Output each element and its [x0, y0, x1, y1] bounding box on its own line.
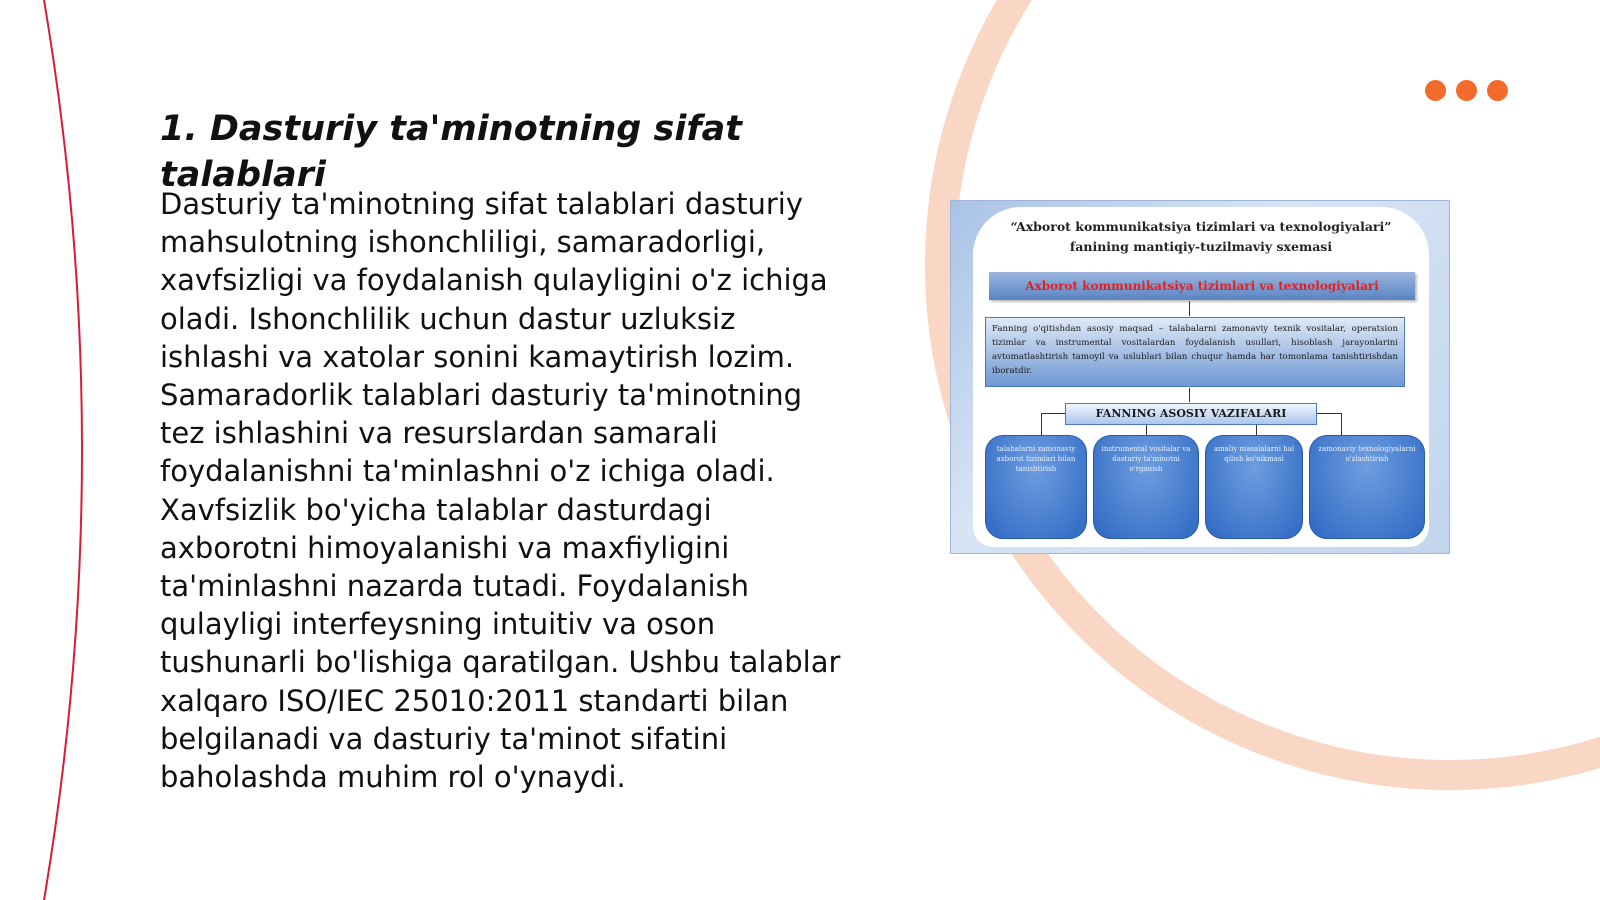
- diagram-task-box: zamonaviy texnologiyalarni o'zlashtirish: [1309, 435, 1425, 539]
- connector-line: [1041, 413, 1042, 435]
- dot-icon: [1456, 80, 1477, 101]
- connector-line: [1317, 413, 1341, 414]
- diagram-heading-line1: “Axborot kommunikatsiya tizimlari va texnologiyalari”: [1010, 219, 1392, 234]
- dots-decoration: [1425, 80, 1508, 101]
- diagram-image: [950, 200, 1450, 554]
- connector-line: [1189, 301, 1190, 316]
- diagram-task-box: talabalarni zamonaviy axborot tizimlari bilan tanishtirish: [985, 435, 1087, 539]
- diagram-banner: Axborot kommunikatsiya tizimlari va texnologiyalari: [989, 272, 1415, 300]
- diagram-heading-line2: fanining mantiqiy-tuzilmaviy sxemasi: [1069, 239, 1333, 254]
- diagram-goal-box: Fanning o'qitishdan asosiy maqsad – talabalarni zamonaviy texnik vositalar, operatsion tizimlar va instrumental vositalardan foydalanish usullari, hisoblash jarayonlarini avtomatlashtirish tamoyil va uslublari bilan chuqur hamda har tomonlama tanishtirishdan iboratdir.: [985, 317, 1405, 387]
- connector-line: [1146, 425, 1147, 435]
- diagram-heading: [981, 217, 1421, 257]
- dot-icon: [1425, 80, 1446, 101]
- slide-body-text: Dasturiy ta'minotning sifat talablari dasturiy mahsulotning ishonchliligi, samaradorligi, xavfsizligi va foydalanish qulayligini o'z ichiga oladi. Ishonchlilik uchun dastur uzluksiz ishlashi va xatolar sonini kamaytirish lozim. Samaradorlik talablari dasturiy ta'minotning tez ishlashini va resurslardan samarali foydalanishni ta'minlashni o'z ichiga oladi. Xavfsizlik bo'yicha talablar dasturdagi axborotni himoyalanishi va maxfiyligini ta'minlashni nazarda tutadi. Foydalanish qulayligi interfeysning intuitiv va oson tushunarli bo'lishiga qaratilgan. Ushbu talablar xalqaro ISO/IEC 25010:2011 standarti bilan belgilanadi va dasturiy ta'minot sifatini baholashda muhim rol o'ynaydi.: [160, 187, 841, 795]
- slide-title: 1. Dasturiy ta'minotning sifat talablari: [160, 109, 742, 195]
- dot-icon: [1487, 80, 1508, 101]
- connector-line: [1256, 425, 1257, 435]
- connector-line: [1041, 413, 1065, 414]
- diagram-task-box: amaliy masalalarni hal qilish ko'nikmasi: [1205, 435, 1303, 539]
- connector-line: [1341, 413, 1342, 435]
- connector-line: [1189, 388, 1190, 402]
- diagram-tasks-header: FANNING ASOSIY VAZIFALARI: [1065, 403, 1317, 425]
- left-red-arc: [44, 0, 82, 900]
- diagram-task-box: instrumental vositalar va dasturiy ta'minotni o'rganish: [1093, 435, 1199, 539]
